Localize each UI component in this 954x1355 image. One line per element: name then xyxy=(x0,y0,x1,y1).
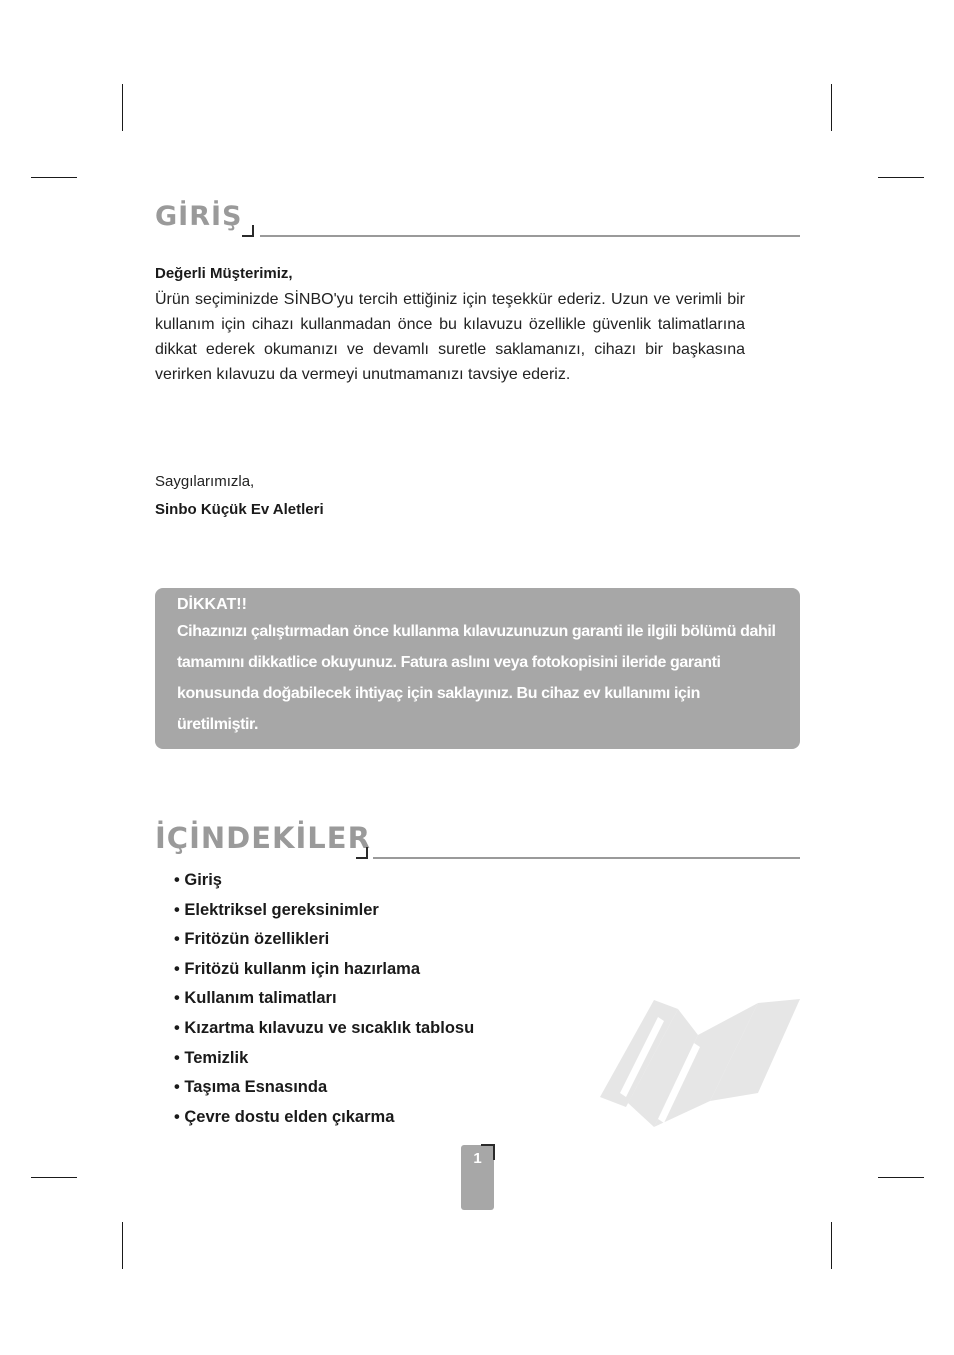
crop-mark xyxy=(878,1177,924,1178)
open-book-icon xyxy=(598,995,803,1130)
page-number-tab xyxy=(461,1145,494,1210)
closing: Saygılarımızla, xyxy=(155,473,255,490)
contents-item: • Fritözün özellikleri xyxy=(174,930,330,949)
crop-mark xyxy=(831,84,832,131)
contents-item: • Giriş xyxy=(174,871,222,889)
company-name: Sinbo Küçük Ev Aletleri xyxy=(155,501,324,518)
contents-list xyxy=(174,866,474,1132)
contents-item: • Taşıma Esnasında xyxy=(174,1078,328,1097)
contents-item: • Fritözü kullanm için hazırlama xyxy=(174,959,420,978)
contents-heading: İÇİNDEKİLER xyxy=(155,821,371,855)
contents-item: • Çevre dostu elden çıkarma xyxy=(174,1107,395,1126)
heading-corner-mark xyxy=(356,847,368,859)
crop-mark xyxy=(878,177,924,178)
intro-heading: GİRİŞ xyxy=(155,201,243,232)
contents-item: • Temizlik xyxy=(174,1048,249,1067)
intro-paragraph: Ürün seçiminizde SİNBO'yu tercih ettiğiniz için teşekkür ederiz. Uzun ve verimli bir kullanım için cihazı kullanmadan önce bu kılavuzu özellikle güvenlik talimatlarına dikkat ederek okumanızı ve devamlı suretle saklamanızı, cihazı bir başkasına verirken kılavuzu da vermeyi unutmamanızı tavsiye ederiz. xyxy=(155,291,745,383)
warning-box xyxy=(155,588,800,749)
crop-mark xyxy=(31,177,77,178)
heading-corner-mark xyxy=(242,225,254,237)
heading-rule xyxy=(373,857,800,859)
crop-mark xyxy=(122,84,123,131)
warning-title: DİKKAT!! xyxy=(177,596,247,613)
page-number: 1 xyxy=(473,1150,482,1167)
contents-item: • Kullanım talimatları xyxy=(174,989,337,1008)
crop-mark xyxy=(122,1222,123,1269)
crop-mark xyxy=(31,1177,77,1178)
contents-item: • Elektriksel gereksinimler xyxy=(174,900,379,919)
greeting: Değerli Müşterimiz, xyxy=(155,265,293,282)
contents-item: • Kızartma kılavuzu ve sıcaklık tablosu xyxy=(174,1018,475,1037)
heading-rule xyxy=(260,235,800,237)
crop-mark xyxy=(831,1222,832,1269)
warning-text: Cihazınızı çalıştırmadan önce kullanma kılavuzunuzun garanti ile ilgili bölümü dahil tamamını dikkatlice okuyunuz. Fatura aslını veya fotokopisini ileride garanti konusunda doğabilecek ihtiyaç için saklayınız. Bu cihaz ev kullanımı için üretilmiştir. xyxy=(177,623,776,733)
